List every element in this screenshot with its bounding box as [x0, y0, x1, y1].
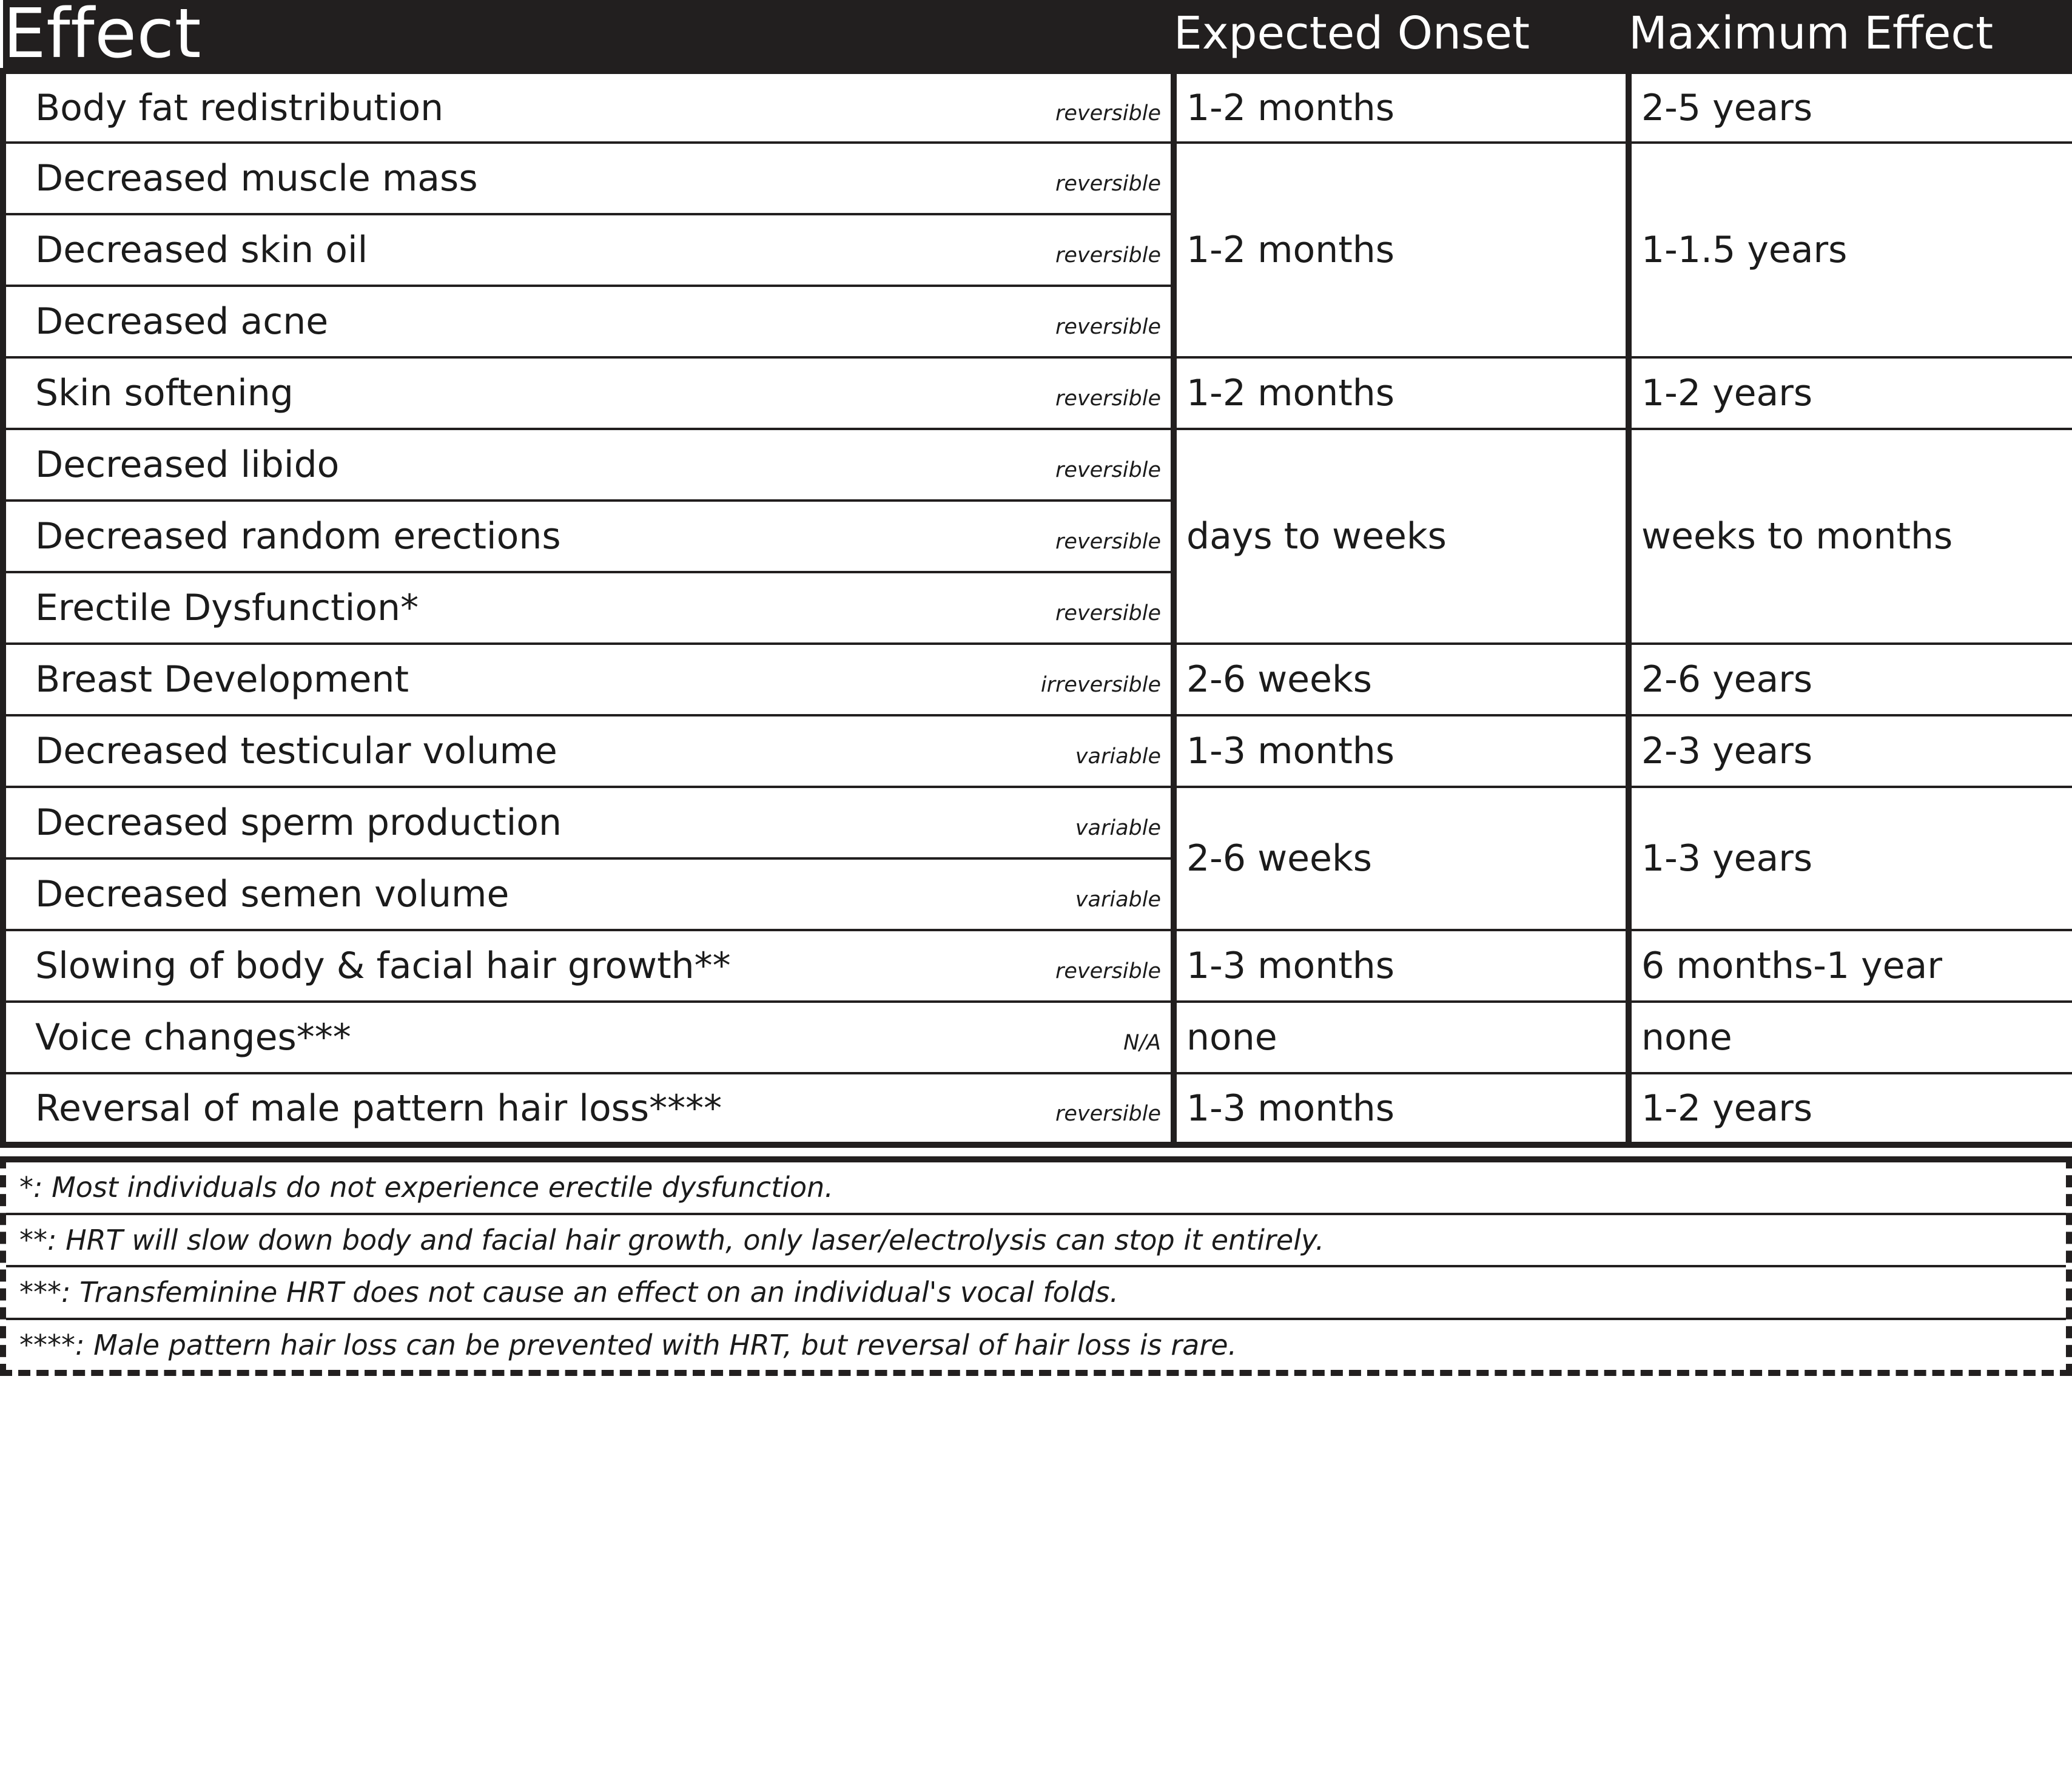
expected-onset-cell: none — [1174, 1002, 1629, 1073]
effect-cell — [3, 214, 1174, 286]
table-row — [3, 71, 2072, 143]
table-row — [3, 930, 2072, 1002]
effect-label: Decreased libido — [35, 443, 340, 486]
reversibility-tag: reversible — [1055, 315, 1161, 339]
table-row — [3, 644, 2072, 715]
maximum-effect-cell: 1-2 years — [1629, 357, 2072, 429]
footnote-4: ****: Male pattern hair loss can be prevented with HRT, but reversal of hair loss is rare. — [19, 1328, 1237, 1361]
table-row — [3, 1002, 2072, 1073]
maximum-effect-cell: 1-1.5 years — [1629, 143, 2072, 357]
maximum-effect-cell: 2-3 years — [1629, 715, 2072, 787]
expected-onset-cell: 2-6 weeks — [1174, 787, 1629, 930]
reversibility-tag: reversible — [1055, 530, 1161, 554]
effect-label: Erectile Dysfunction* — [35, 587, 419, 629]
effect-label: Decreased random erections — [35, 515, 561, 558]
column-header-maximum-effect: Maximum Effect — [1629, 0, 2072, 71]
reversibility-tag: reversible — [1055, 172, 1161, 196]
effect-cell — [3, 143, 1174, 214]
table-body — [3, 0, 2072, 71]
maximum-effect-cell: 6 months-1 year — [1629, 930, 2072, 1002]
table-row — [3, 715, 2072, 787]
effect-cell — [3, 357, 1174, 429]
table-row — [3, 1073, 2072, 1145]
column-header-expected-onset: Expected Onset — [1174, 0, 1629, 71]
reversibility-tag: irreversible — [1040, 673, 1161, 697]
expected-onset-cell: 1-2 months — [1174, 357, 1629, 429]
table-row — [3, 357, 2072, 429]
effect-cell — [3, 572, 1174, 644]
expected-onset-cell: 2-6 weeks — [1174, 644, 1629, 715]
footnote-3: ***: Transfeminine HRT does not cause an effect on an individual's vocal folds. — [6, 1267, 2066, 1320]
maximum-effect-cell: weeks to months — [1629, 429, 2072, 644]
table-row — [3, 143, 2072, 214]
footnote-2: **: HRT will slow down body and facial hair growth, only laser/electrolysis can stop it entirely. — [6, 1215, 2066, 1268]
effect-cell — [3, 501, 1174, 572]
effect-label: Decreased testicular volume — [35, 730, 557, 772]
effect-cell — [3, 858, 1174, 930]
column-header-effect: Effect — [3, 0, 1174, 71]
effect-label: Reversal of male pattern hair loss**** — [35, 1087, 722, 1130]
effect-cell — [3, 715, 1174, 787]
reversibility-tag: reversible — [1055, 458, 1161, 482]
table-row — [3, 429, 2072, 501]
maximum-effect-cell: 2-5 years — [1629, 71, 2072, 143]
expected-onset-cell: 1-2 months — [1174, 71, 1629, 143]
effect-label: Decreased semen volume — [35, 873, 510, 915]
reversibility-tag: variable — [1075, 816, 1161, 840]
effect-cell — [3, 71, 1174, 143]
reversibility-tag: reversible — [1055, 243, 1161, 268]
maximum-effect-cell: 1-3 years — [1629, 787, 2072, 930]
effect-label: Voice changes*** — [35, 1016, 351, 1059]
effect-label: Decreased muscle mass — [35, 157, 478, 200]
effect-cell — [3, 930, 1174, 1002]
reversibility-tag: reversible — [1055, 386, 1161, 411]
reversibility-tag: reversible — [1055, 959, 1161, 983]
expected-onset-cell: 1-3 months — [1174, 1073, 1629, 1145]
expected-onset-cell: 1-3 months — [1174, 715, 1629, 787]
footnotes-box — [0, 1156, 2072, 1376]
effect-cell — [3, 1002, 1174, 1073]
expected-onset-cell: 1-3 months — [1174, 930, 1629, 1002]
table-row — [3, 787, 2072, 858]
reversibility-tag: reversible — [1055, 1101, 1161, 1126]
effect-label: Breast Development — [35, 658, 409, 701]
effect-cell — [3, 429, 1174, 501]
effect-cell — [3, 286, 1174, 357]
reversibility-tag: N/A — [1123, 1031, 1161, 1055]
maximum-effect-cell: 1-2 years — [1629, 1073, 2072, 1145]
effect-cell — [3, 787, 1174, 858]
effect-label: Slowing of body & facial hair growth** — [35, 945, 731, 987]
effect-label: Decreased acne — [35, 300, 329, 343]
table-rows — [3, 71, 2072, 1145]
expected-onset-cell: 1-2 months — [1174, 143, 1629, 357]
footnote-1: *: Most individuals do not experience erectile dysfunction. — [6, 1162, 2066, 1215]
maximum-effect-cell: 2-6 years — [1629, 644, 2072, 715]
effect-label: Body fat redistribution — [35, 86, 444, 129]
effect-label: Skin softening — [35, 372, 294, 414]
expected-onset-cell: days to weeks — [1174, 429, 1629, 644]
reversibility-tag: reversible — [1055, 601, 1161, 625]
effect-cell — [3, 644, 1174, 715]
reversibility-tag: variable — [1075, 744, 1161, 769]
table-header-row — [3, 0, 2072, 71]
effect-label: Decreased skin oil — [35, 229, 368, 271]
reversibility-tag: variable — [1075, 888, 1161, 912]
effect-cell — [3, 1073, 1174, 1145]
maximum-effect-cell: none — [1629, 1002, 2072, 1073]
effect-label: Decreased sperm production — [35, 801, 562, 844]
reversibility-tag: reversible — [1055, 101, 1161, 126]
